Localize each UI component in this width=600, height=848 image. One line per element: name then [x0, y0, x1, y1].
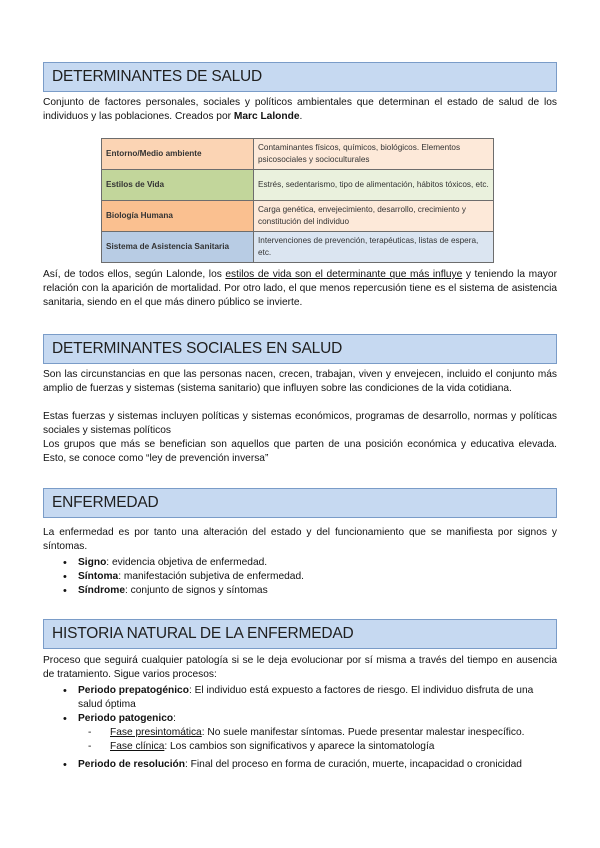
historia-list	[60, 684, 557, 772]
historia-paragraph: Proceso que seguirá cualquier patología si se le deja evolucionar por sí misma a través del tiempo en ausencia de tratamiento. Sigue varios procesos:	[43, 655, 557, 680]
lalonde-paragraph: Así, de todos ellos, según Lalonde, los estilos de vida son el determinante que más influye y teniendo la mayor relación con la aparición de mortalidad. Por otro lado, el que menos repercusión tiene es el sistema de asistencia sanitaria, siendo en el que más dinero público se invierte.	[43, 269, 557, 308]
social-paragraph-3: Los grupos que más se benefician son aquellos que parten de una posición económica y educativa elevada. Esto, se conoce como “ley de prevención inversa”	[43, 439, 557, 464]
social-paragraph-1: Son las circunstancias en que las personas nacen, crecen, trabajan, viven y envejecen, incluido el conjunto más amplio de fuerzas y sistemas (sistema sanitario) que influyen sobre las condiciones de la vida cotidiana.	[43, 369, 557, 394]
determinant-description: Intervenciones de prevención, terapéuticas, listas de espera, etc.	[254, 232, 494, 263]
list-item: • Síndrome: conjunto de signos y síntomas	[60, 584, 304, 598]
sub-item: - Fase clínica: Los cambios son significativos y aparece la sintomatología	[88, 741, 435, 752]
sub-item: - Fase presintomática: No suele manifestar síntomas. Puede presentar malestar inespecífico.	[88, 727, 525, 738]
determinant-description: Carga genética, envejecimiento, desarrollo, crecimiento y constitución del individuo	[254, 201, 494, 232]
intro-paragraph: Conjunto de factores personales, sociales y políticos ambientales que determinan el estado de salud de los individuos y las poblaciones. Creados por Marc Lalonde.	[43, 97, 557, 122]
section-heading-determinantes-sociales	[43, 334, 557, 364]
list-item: • Periodo de resolución: Final del proceso en forma de curación, muerte, incapacidad o cronicidad	[60, 758, 557, 772]
heading-text: ENFERMEDAD	[52, 494, 159, 511]
table-row	[102, 232, 494, 263]
heading-text: HISTORIA NATURAL DE LA ENFERMEDAD	[52, 625, 354, 642]
section-heading-historia-natural	[43, 619, 557, 649]
list-item: • Periodo prepatogénico: El individuo está expuesto a factores de riesgo. El individuo disfruta de una salud óptima	[60, 684, 557, 712]
determinant-description: Estrés, sedentarismo, tipo de alimentación, hábitos tóxicos, etc.	[254, 170, 494, 201]
section-heading-enfermedad	[43, 488, 557, 518]
heading-text: DETERMINANTES DE SALUD	[52, 68, 263, 85]
heading-text: DETERMINANTES SOCIALES EN SALUD	[52, 340, 343, 357]
section-heading-determinantes-salud	[43, 62, 557, 92]
determinant-label: Sistema de Asistencia Sanitaria	[102, 232, 254, 263]
enfermedad-paragraph: La enfermedad es por tanto una alteración del estado y del funcionamiento que se manifiesta por signos y síntomas.	[43, 527, 557, 552]
social-paragraph-2: Estas fuerzas y sistemas incluyen políticas y sistemas económicos, programas de desarrollo, normas y políticas sociales y sistemas políticos	[43, 411, 557, 436]
enfermedad-list	[60, 556, 304, 598]
determinant-description: Contaminantes físicos, químicos, biológicos. Elementos psicosociales y socioculturales	[254, 139, 494, 170]
determinant-label: Estilos de Vida	[102, 170, 254, 201]
determinant-label: Entorno/Medio ambiente	[102, 139, 254, 170]
determinant-label: Biología Humana	[102, 201, 254, 232]
table-row	[102, 170, 494, 201]
list-item: • Síntoma: manifestación subjetiva de enfermedad.	[60, 570, 304, 584]
table-row	[102, 201, 494, 232]
list-item: • Signo: evidencia objetiva de enfermedad.	[60, 556, 304, 570]
table-row	[102, 139, 494, 170]
list-item: • Periodo patogenico: - Fase presintomática: No suele manifestar síntomas. Puede presentar malestar inespecífico. - Fase clínica: Los cambios son significativos y aparece la sintomatología	[60, 712, 557, 754]
determinants-table	[101, 138, 494, 263]
